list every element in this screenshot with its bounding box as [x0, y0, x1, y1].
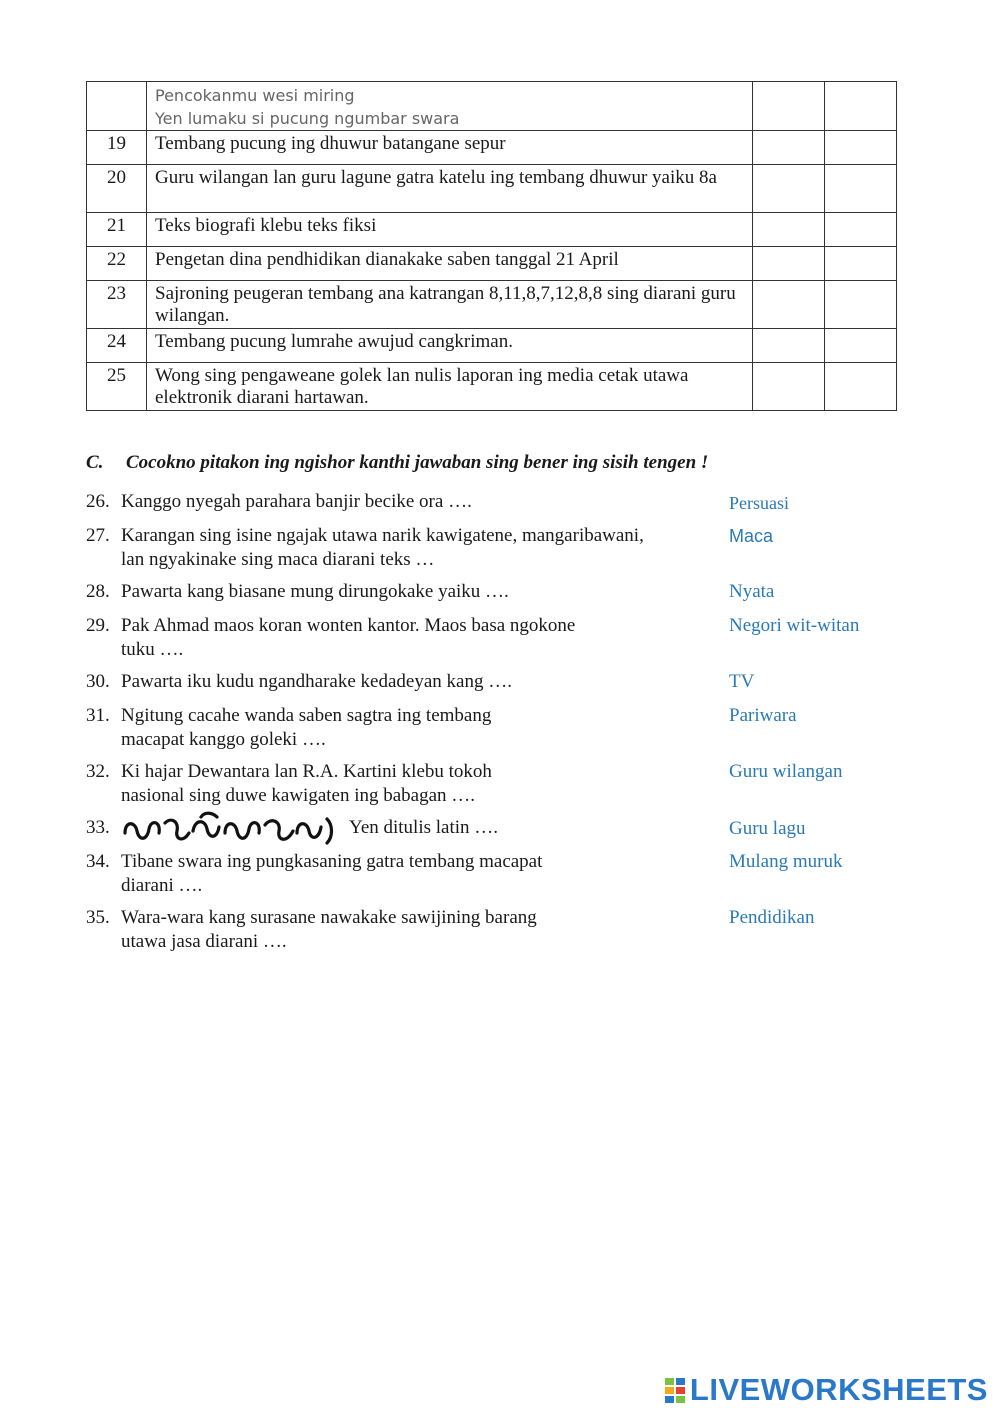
answer-box-salah[interactable]: [825, 131, 897, 165]
poem-line: Pencokanmu wesi miring: [155, 86, 355, 105]
statement-text: Teks biografi klebu teks fiksi: [147, 213, 753, 247]
row-number-cell: [87, 82, 147, 131]
answer-option[interactable]: Pendidikan: [729, 907, 815, 928]
statement-text: Tembang pucung lumrahe awujud cangkriman.: [147, 329, 753, 363]
answer-option[interactable]: Maca: [729, 526, 774, 546]
answer-box-benar[interactable]: [753, 82, 825, 131]
question-34: [86, 850, 556, 898]
row-number: 21: [87, 213, 147, 247]
answer-option[interactable]: TV: [729, 671, 755, 692]
answer-box-benar[interactable]: [753, 329, 825, 363]
table-row: [87, 329, 897, 363]
section-letter: C.: [86, 452, 104, 473]
question-text: Pak Ahmad maos koran wonten kantor. Maos basa ngokone tuku ….: [121, 615, 576, 660]
row-number: 22: [87, 247, 147, 281]
answer-box-benar[interactable]: [753, 131, 825, 165]
answer-option[interactable]: Pariwara: [729, 705, 797, 726]
answer-box-salah[interactable]: [825, 165, 897, 213]
question-text: Pawarta iku kudu ngandharake kedadeyan kang ….: [121, 671, 512, 692]
section-c-heading: [86, 452, 708, 474]
question-text: Tibane swara ing pungkasaning gatra tembang macapat diarani ….: [121, 851, 543, 896]
question-number: 34.: [86, 851, 110, 872]
answer-box-salah[interactable]: [825, 247, 897, 281]
answer-box-benar[interactable]: [753, 363, 825, 411]
question-text: Kanggo nyegah parahara banjir becike ora ….: [121, 491, 472, 512]
question-28: [86, 580, 676, 604]
question-number: 30.: [86, 671, 110, 692]
row-number: 19: [87, 131, 147, 165]
liveworksheets-logo-icon: [664, 1376, 686, 1404]
answer-box-salah[interactable]: [825, 82, 897, 131]
question-31: [86, 704, 556, 752]
brand-name: LIVEWORKSHEETS: [689, 1372, 988, 1407]
answer-box-salah[interactable]: [825, 213, 897, 247]
answer-box-salah[interactable]: [825, 329, 897, 363]
answer-box-salah[interactable]: [825, 281, 897, 329]
question-text: Ki hajar Dewantara lan R.A. Kartini klebu tokoh nasional sing duwe kawigaten ing babagan ….: [121, 761, 492, 806]
table-row: [87, 363, 897, 411]
question-number: 33.: [86, 817, 110, 838]
table-row: [87, 165, 897, 213]
question-text: Pawarta kang biasane mung dirungokake yaiku ….: [121, 581, 509, 602]
liveworksheets-logo: [664, 1372, 988, 1408]
answer-box-benar[interactable]: [753, 165, 825, 213]
table-row: [87, 281, 897, 329]
answer-box-salah[interactable]: [825, 363, 897, 411]
question-text: Ngitung cacahe wanda saben sagtra ing tembang macapat kanggo goleki ….: [121, 705, 492, 750]
table-row: [87, 213, 897, 247]
answer-option[interactable]: Negori wit-witan: [729, 615, 860, 636]
question-26: [86, 490, 676, 514]
answer-option[interactable]: Persuasi: [729, 493, 789, 513]
question-32: [86, 760, 556, 808]
statement-text: Tembang pucung ing dhuwur batangane sepur: [147, 131, 753, 165]
statement-text: Guru wilangan lan guru lagune gatra katelu ing tembang dhuwur yaiku 8a: [147, 165, 753, 213]
question-text: Karangan sing isine ngajak utawa narik kawigatene, mangaribawani, lan ngyakinake sing maca diarani teks …: [121, 525, 644, 570]
row-number: 23: [87, 281, 147, 329]
poem-line: Yen lumaku si pucung ngumbar swara: [155, 109, 460, 128]
question-text: Yen ditulis latin ….: [349, 817, 499, 838]
javanese-script-image: [121, 811, 343, 847]
poem-lines-cell: [147, 82, 753, 131]
question-33: [86, 810, 676, 847]
row-number: 25: [87, 363, 147, 411]
answer-box-benar[interactable]: [753, 213, 825, 247]
question-text: Wara-wara kang surasane nawakake sawijining barang utawa jasa diarani ….: [121, 907, 537, 952]
question-35: [86, 906, 556, 954]
question-number: 35.: [86, 907, 110, 928]
table-row: [87, 131, 897, 165]
answer-option[interactable]: Mulang muruk: [729, 851, 843, 872]
answer-box-benar[interactable]: [753, 247, 825, 281]
statement-text: Sajroning peugeran tembang ana katrangan 8,11,8,7,12,8,8 sing diarani guru wilangan.: [147, 281, 753, 329]
section-title: Cocokno pitakon ing ngishor kanthi jawaban sing bener ing sisih tengen !: [126, 452, 709, 473]
true-false-table: [86, 81, 897, 411]
row-number: 20: [87, 165, 147, 213]
statement-text: Wong sing pengaweane golek lan nulis laporan ing media cetak utawa elektronik diarani hartawan.: [147, 363, 753, 411]
question-number: 28.: [86, 581, 110, 602]
statement-text: Pengetan dina pendhidikan dianakake saben tanggal 21 April: [147, 247, 753, 281]
table-row: [87, 82, 897, 131]
answer-option[interactable]: Guru lagu: [729, 818, 806, 839]
question-29: [86, 614, 606, 662]
question-number: 29.: [86, 615, 110, 636]
question-number: 31.: [86, 705, 110, 726]
question-27: [86, 524, 646, 572]
question-number: 27.: [86, 525, 110, 546]
question-number: 26.: [86, 491, 110, 512]
table-row: [87, 247, 897, 281]
answer-box-benar[interactable]: [753, 281, 825, 329]
answer-option[interactable]: Guru wilangan: [729, 761, 843, 782]
answer-option[interactable]: Nyata: [729, 581, 775, 602]
question-30: [86, 670, 676, 694]
row-number: 24: [87, 329, 147, 363]
question-number: 32.: [86, 761, 110, 782]
